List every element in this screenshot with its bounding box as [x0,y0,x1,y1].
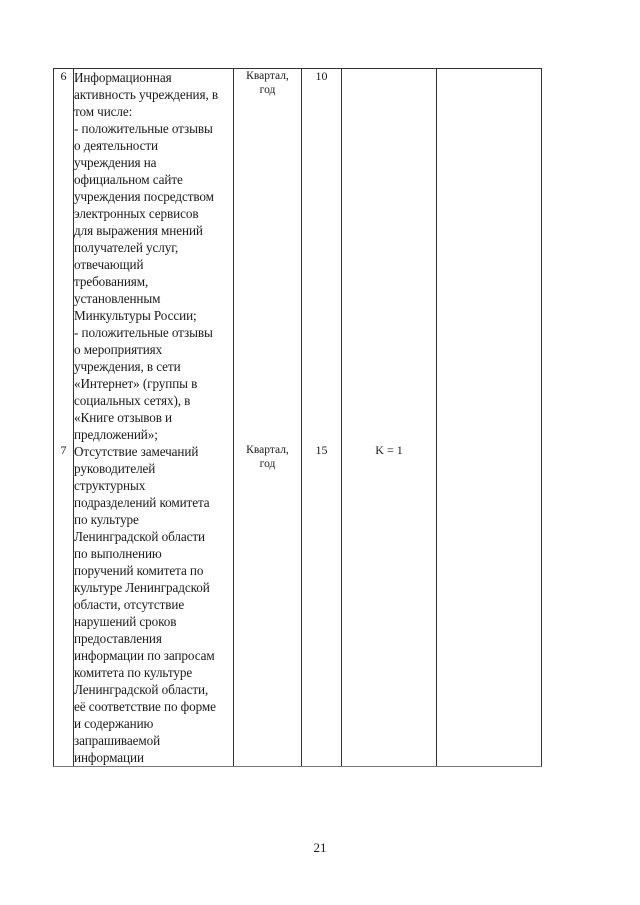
criterion-name-line: - положительные отзывы [74,325,213,340]
criterion-name-line: том числе: [74,104,133,119]
reporting-period [234,443,302,767]
criterion-name-line: - положительные отзывы [74,121,213,136]
criterion-name-line: учреждения посредством [74,189,214,204]
criterion-name-line: учреждения на [74,155,157,170]
note-cell [437,69,542,444]
criterion-name-line: о мероприятиях [74,342,163,357]
calculation-formula: K = 1 [342,443,437,767]
criterion-name-line: отвечающий [74,257,144,272]
max-score: 10 [302,69,342,444]
criterion-name-line: Отсутствие замечаний [74,444,199,459]
reporting-period-line: Квартал, [246,70,289,82]
criterion-name-line: подразделений комитета [74,495,210,510]
criterion-name-line: активность учреждения, в [74,87,218,102]
criterion-name-line: «Книге отзывов и [74,410,173,425]
max-score: 15 [302,443,342,767]
criterion-name-line: социальных сетях), в [74,393,191,408]
row-number: 6 [54,69,74,444]
criterion-name-line: «Интернет» (группы в [74,376,198,391]
criterion-name-line: информации [74,750,144,765]
criterion-name-line: по выполнению [74,546,162,561]
criterion-name-line: учреждения, в сети [74,359,181,374]
criterion-name-line: комитета по культуре [74,665,193,680]
criterion-name-line: Ленинградской области, [74,682,209,697]
criterion-name-line: официальном сайте [74,172,183,187]
criterion-name-line: информации по запросам [74,648,215,663]
criterion-name-line: требованиям, [74,274,149,289]
table-row [54,443,542,767]
criterion-name-line: культуре Ленинградской [74,580,210,595]
page-number: 21 [313,840,327,855]
table-row [54,69,542,444]
criterion-name [74,69,234,444]
criterion-name-line: поручений комитета по [74,563,204,578]
criterion-name-line: Ленинградской области [74,529,205,544]
criteria-table [53,68,542,767]
criterion-name-line: электронных сервисов [74,206,199,221]
criterion-name-line: запрашиваемой [74,733,161,748]
reporting-period-line: год [259,84,276,96]
criterion-name-line: Информационная [74,70,172,85]
criterion-name-line: получателей услуг, [74,240,179,255]
criterion-name-line: о деятельности [74,138,158,153]
criterion-name-line: Минкультуры России; [74,308,197,323]
criterion-name-line: её соответствие по форме [74,699,216,714]
reporting-period-line: Квартал, [246,444,289,456]
criterion-name-line: и содержанию [74,716,154,731]
criterion-name-line: руководителей [74,461,156,476]
row-number: 7 [54,443,74,767]
calculation-formula [342,69,437,444]
criterion-name-line: структурных [74,478,146,493]
criterion-name [74,443,234,767]
criterion-name-line: области, отсутствие [74,597,185,612]
criterion-name-line: по культуре [74,512,139,527]
criterion-name-line: для выражения мнений [74,223,203,238]
note-cell [437,443,542,767]
reporting-period [234,69,302,444]
criterion-name-line: предложений»; [74,427,158,442]
reporting-period-line: год [259,458,276,470]
criterion-name-line: предоставления [74,631,162,646]
criterion-name-line: нарушений сроков [74,614,177,629]
criterion-name-line: установленным [74,291,161,306]
